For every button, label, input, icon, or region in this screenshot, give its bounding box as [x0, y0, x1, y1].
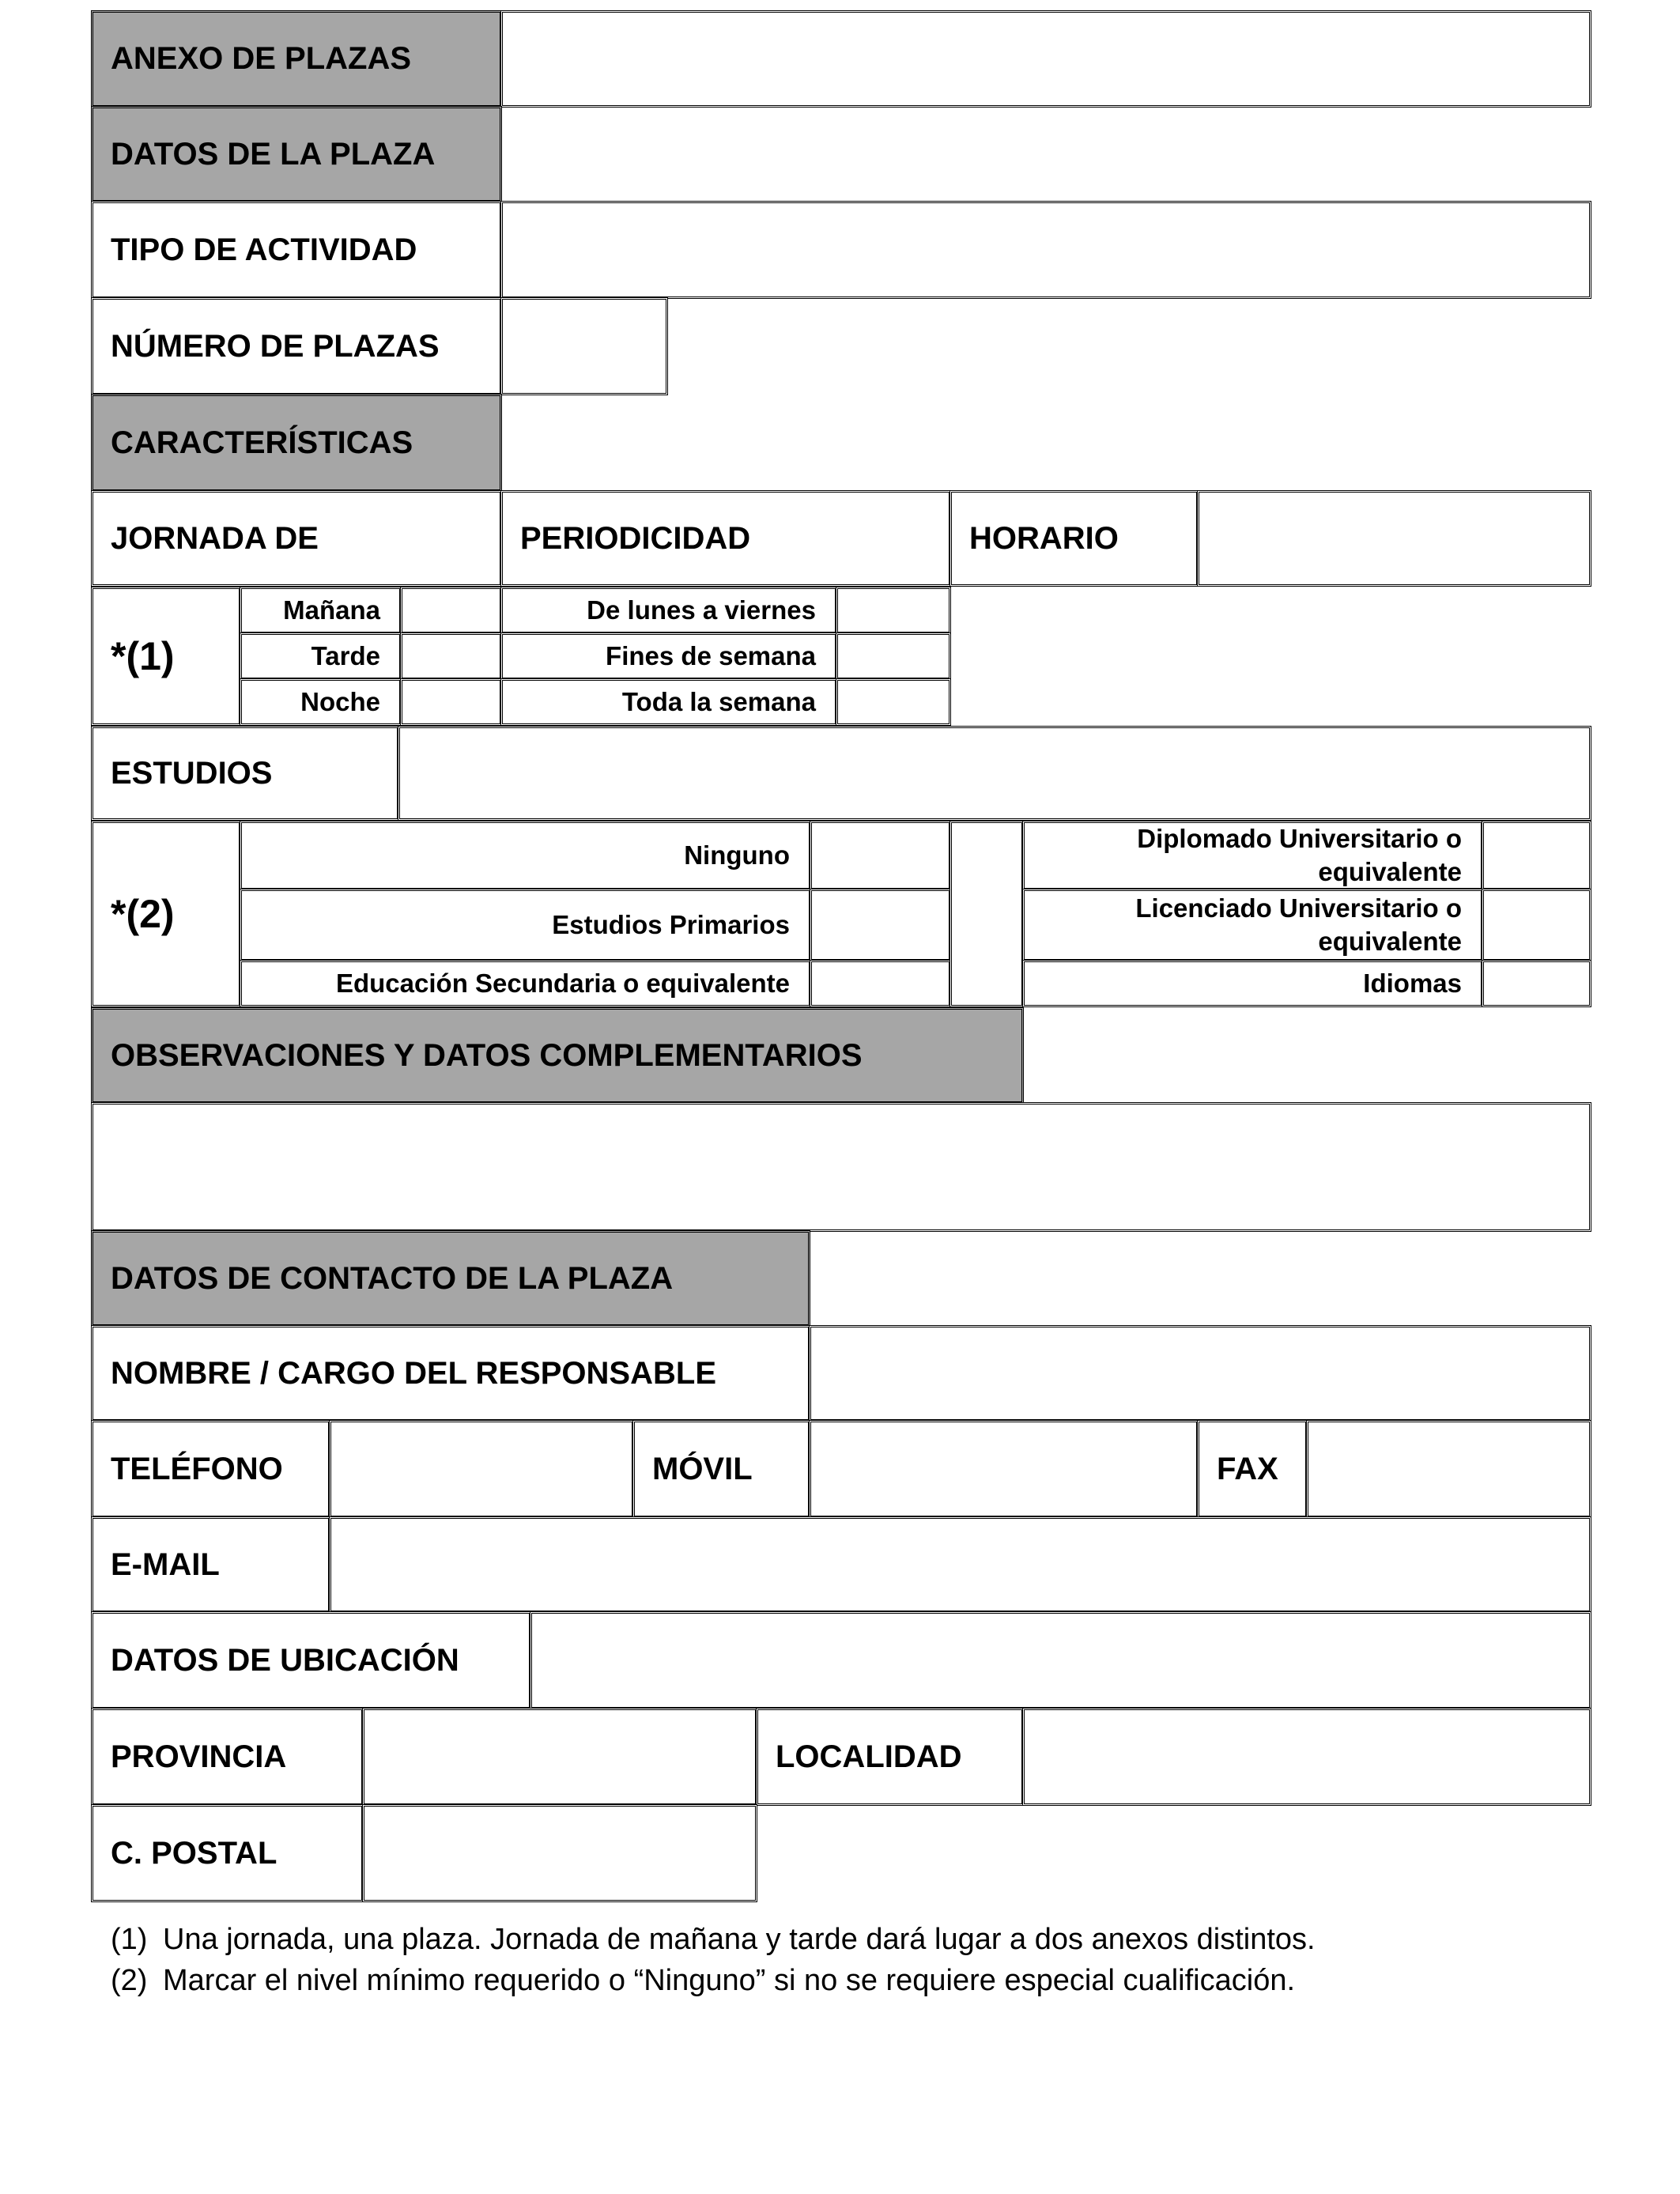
- estudios-option-label: Idiomas: [1022, 960, 1483, 1007]
- estudios-idiomas-checkbox[interactable]: [1482, 960, 1591, 1007]
- datos-de-la-plaza-label: DATOS DE LA PLAZA: [91, 106, 502, 202]
- estudios-option-label: Diplomado Universitario o equivalente: [1022, 821, 1483, 890]
- periodicidad-label: PERIODICIDAD: [500, 490, 951, 587]
- estudios-field[interactable]: [398, 726, 1591, 821]
- observaciones-field[interactable]: [91, 1102, 1591, 1232]
- periodicidad-option-label: Toda la semana: [500, 678, 837, 726]
- observaciones-label: OBSERVACIONES Y DATOS COMPLEMENTARIOS: [91, 1007, 1024, 1104]
- anexo-de-plazas-label: ANEXO DE PLAZAS: [91, 10, 502, 108]
- jornada-de-label: JORNADA DE: [91, 490, 502, 587]
- fax-field[interactable]: [1306, 1420, 1591, 1518]
- periodicidad-lunes-viernes-checkbox[interactable]: [836, 587, 951, 634]
- movil-field[interactable]: [809, 1420, 1199, 1518]
- email-label: E-MAIL: [91, 1516, 330, 1613]
- caracteristicas-label: CARACTERÍSTICAS: [91, 394, 502, 492]
- codigo-postal-field[interactable]: [362, 1804, 757, 1902]
- estudios-ninguno-checkbox[interactable]: [810, 821, 951, 890]
- jornada-noche-checkbox[interactable]: [400, 678, 502, 726]
- jornada-option-label: Noche: [240, 678, 402, 726]
- tipo-de-actividad-field[interactable]: [500, 201, 1591, 299]
- footnote-text: Marcar el nivel mínimo requerido o “Ninguno” si no se requiere especial cualificación.: [163, 1964, 1296, 1997]
- fax-label: FAX: [1197, 1420, 1308, 1518]
- footnote-2: [111, 1964, 1295, 1998]
- numero-de-plazas-label: NÚMERO DE PLAZAS: [91, 297, 502, 395]
- periodicidad-toda-semana-checkbox[interactable]: [836, 678, 951, 726]
- jornada-option-label: Tarde: [240, 633, 402, 680]
- footnote-1: [111, 1923, 1316, 1957]
- footnote-number: (1): [111, 1923, 148, 1956]
- numero-de-plazas-field[interactable]: [500, 297, 668, 395]
- estudios-diplomado-checkbox[interactable]: [1482, 821, 1591, 890]
- estudios-separator-cell: [949, 821, 1024, 1007]
- footnote-text: Una jornada, una plaza. Jornada de mañana y tarde dará lugar a dos anexos distintos.: [163, 1923, 1316, 1956]
- jornada-note-marker: *(1): [91, 587, 241, 726]
- tipo-de-actividad-label: TIPO DE ACTIVIDAD: [91, 201, 502, 299]
- datos-de-ubicacion-field[interactable]: [530, 1611, 1591, 1709]
- estudios-option-label: Licenciado Universitario o equivalente: [1022, 889, 1483, 961]
- jornada-manana-checkbox[interactable]: [400, 587, 502, 634]
- nombre-cargo-field[interactable]: [809, 1325, 1591, 1422]
- estudios-option-label: Estudios Primarios: [240, 889, 811, 961]
- telefono-field[interactable]: [329, 1420, 634, 1518]
- provincia-field[interactable]: [362, 1708, 757, 1806]
- movil-label: MÓVIL: [632, 1420, 810, 1518]
- estudios-option-label: Educación Secundaria o equivalente: [240, 960, 811, 1007]
- horario-field[interactable]: [1197, 490, 1591, 587]
- jornada-tarde-checkbox[interactable]: [400, 633, 502, 680]
- footnote-number: (2): [111, 1964, 148, 1997]
- jornada-option-label: Mañana: [240, 587, 402, 634]
- anexo-de-plazas-field[interactable]: [500, 10, 1591, 108]
- estudios-option-label: Ninguno: [240, 821, 811, 890]
- localidad-field[interactable]: [1022, 1708, 1591, 1806]
- periodicidad-option-label: De lunes a viernes: [500, 587, 837, 634]
- estudios-label: ESTUDIOS: [91, 726, 399, 821]
- estudios-primarios-checkbox[interactable]: [810, 889, 951, 961]
- horario-label: HORARIO: [949, 490, 1199, 587]
- datos-de-contacto-label: DATOS DE CONTACTO DE LA PLAZA: [91, 1230, 810, 1327]
- estudios-note-marker: *(2): [91, 821, 241, 1007]
- periodicidad-fines-semana-checkbox[interactable]: [836, 633, 951, 680]
- provincia-label: PROVINCIA: [91, 1708, 364, 1806]
- datos-de-ubicacion-label: DATOS DE UBICACIÓN: [91, 1611, 531, 1709]
- periodicidad-option-label: Fines de semana: [500, 633, 837, 680]
- email-field[interactable]: [329, 1516, 1591, 1613]
- estudios-licenciado-checkbox[interactable]: [1482, 889, 1591, 961]
- localidad-label: LOCALIDAD: [756, 1708, 1024, 1806]
- nombre-cargo-label: NOMBRE / CARGO DEL RESPONSABLE: [91, 1325, 810, 1422]
- telefono-label: TELÉFONO: [91, 1420, 330, 1518]
- codigo-postal-label: C. POSTAL: [91, 1804, 364, 1902]
- estudios-secundaria-checkbox[interactable]: [810, 960, 951, 1007]
